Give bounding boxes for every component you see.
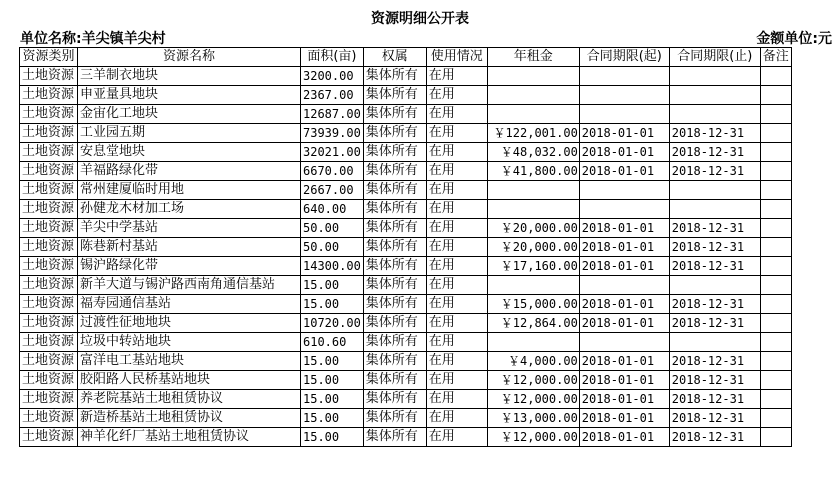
cell-usage: 在用 (426, 105, 487, 124)
cell-name: 过渡性征地地块 (78, 314, 301, 333)
table-row (20, 86, 792, 105)
cell-area: 15.00 (301, 428, 364, 447)
cell-start: 2018-01-01 (579, 257, 669, 276)
cell-name: 三羊制衣地块 (78, 67, 301, 86)
cell-note (760, 238, 791, 257)
cell-start: 2018-01-01 (579, 314, 669, 333)
cell-end (669, 276, 760, 295)
cell-area: 15.00 (301, 371, 364, 390)
cell-area: 10720.00 (301, 314, 364, 333)
cell-area: 15.00 (301, 352, 364, 371)
cell-ownership: 集体所有 (363, 371, 426, 390)
cell-ownership: 集体所有 (363, 67, 426, 86)
cell-note (760, 390, 791, 409)
cell-note (760, 219, 791, 238)
cell-category: 土地资源 (20, 143, 78, 162)
cell-rent (487, 333, 579, 352)
table-row (20, 295, 792, 314)
cell-rent: ￥12,864.00 (487, 314, 579, 333)
cell-name: 新造桥基站土地租赁协议 (78, 409, 301, 428)
cell-area: 73939.00 (301, 124, 364, 143)
cell-name: 羊尖中学基站 (78, 219, 301, 238)
cell-category: 土地资源 (20, 390, 78, 409)
cell-usage: 在用 (426, 276, 487, 295)
cell-note (760, 257, 791, 276)
cell-usage: 在用 (426, 124, 487, 143)
page-title: 资源明细公开表 (371, 11, 469, 27)
cell-rent: ￥20,000.00 (487, 219, 579, 238)
cell-note (760, 276, 791, 295)
header-name: 资源名称 (78, 48, 301, 67)
table-row (20, 200, 792, 219)
currency-unit: 金额单位:元 (756, 31, 832, 47)
cell-ownership: 集体所有 (363, 238, 426, 257)
cell-name: 安息堂地块 (78, 143, 301, 162)
table-row (20, 219, 792, 238)
cell-category: 土地资源 (20, 276, 78, 295)
cell-end: 2018-12-31 (669, 390, 760, 409)
cell-start: 2018-01-01 (579, 143, 669, 162)
cell-ownership: 集体所有 (363, 295, 426, 314)
cell-area: 12687.00 (301, 105, 364, 124)
cell-note (760, 409, 791, 428)
cell-rent: ￥12,000.00 (487, 390, 579, 409)
cell-usage: 在用 (426, 257, 487, 276)
cell-start (579, 181, 669, 200)
cell-end (669, 333, 760, 352)
cell-category: 土地资源 (20, 352, 78, 371)
cell-category: 土地资源 (20, 86, 78, 105)
cell-end: 2018-12-31 (669, 371, 760, 390)
cell-usage: 在用 (426, 428, 487, 447)
cell-usage: 在用 (426, 86, 487, 105)
cell-ownership: 集体所有 (363, 352, 426, 371)
cell-start (579, 276, 669, 295)
cell-ownership: 集体所有 (363, 333, 426, 352)
header-area: 面积(亩) (301, 48, 364, 67)
cell-rent: ￥12,000.00 (487, 371, 579, 390)
table-row (20, 276, 792, 295)
cell-usage: 在用 (426, 352, 487, 371)
cell-start (579, 67, 669, 86)
cell-usage: 在用 (426, 295, 487, 314)
cell-rent: ￥12,000.00 (487, 428, 579, 447)
cell-name: 新羊大道与锡沪路西南角通信基站 (78, 276, 301, 295)
cell-end: 2018-12-31 (669, 143, 760, 162)
cell-note (760, 124, 791, 143)
cell-area: 15.00 (301, 276, 364, 295)
table-row (20, 67, 792, 86)
cell-area: 15.00 (301, 409, 364, 428)
cell-start: 2018-01-01 (579, 390, 669, 409)
cell-rent (487, 181, 579, 200)
cell-end: 2018-12-31 (669, 162, 760, 181)
cell-usage: 在用 (426, 200, 487, 219)
cell-rent (487, 276, 579, 295)
table-row (20, 257, 792, 276)
cell-usage: 在用 (426, 333, 487, 352)
cell-ownership: 集体所有 (363, 105, 426, 124)
cell-category: 土地资源 (20, 219, 78, 238)
cell-category: 土地资源 (20, 333, 78, 352)
header-start: 合同期限(起) (579, 48, 669, 67)
cell-note (760, 295, 791, 314)
cell-category: 土地资源 (20, 162, 78, 181)
table-row (20, 428, 792, 447)
cell-category: 土地资源 (20, 124, 78, 143)
cell-start: 2018-01-01 (579, 238, 669, 257)
cell-rent: ￥41,800.00 (487, 162, 579, 181)
cell-end (669, 67, 760, 86)
cell-name: 神羊化纤厂基站土地租赁协议 (78, 428, 301, 447)
cell-area: 6670.00 (301, 162, 364, 181)
cell-name: 工业园五期 (78, 124, 301, 143)
cell-rent: ￥15,000.00 (487, 295, 579, 314)
cell-end: 2018-12-31 (669, 428, 760, 447)
cell-end: 2018-12-31 (669, 219, 760, 238)
table-row (20, 390, 792, 409)
cell-ownership: 集体所有 (363, 314, 426, 333)
table-row (20, 238, 792, 257)
cell-category: 土地资源 (20, 181, 78, 200)
cell-ownership: 集体所有 (363, 409, 426, 428)
cell-ownership: 集体所有 (363, 143, 426, 162)
cell-start (579, 86, 669, 105)
cell-end: 2018-12-31 (669, 238, 760, 257)
cell-usage: 在用 (426, 409, 487, 428)
cell-start (579, 333, 669, 352)
cell-name: 胶阳路人民桥基站地块 (78, 371, 301, 390)
cell-start: 2018-01-01 (579, 428, 669, 447)
cell-rent: ￥20,000.00 (487, 238, 579, 257)
cell-category: 土地资源 (20, 428, 78, 447)
cell-ownership: 集体所有 (363, 86, 426, 105)
cell-area: 50.00 (301, 219, 364, 238)
cell-end (669, 200, 760, 219)
cell-name: 申亚量具地块 (78, 86, 301, 105)
cell-note (760, 371, 791, 390)
cell-usage: 在用 (426, 162, 487, 181)
cell-rent (487, 200, 579, 219)
cell-usage: 在用 (426, 143, 487, 162)
header-rent: 年租金 (487, 48, 579, 67)
header-note: 备注 (760, 48, 791, 67)
cell-area: 2667.00 (301, 181, 364, 200)
cell-rent: ￥122,001.00 (487, 124, 579, 143)
cell-ownership: 集体所有 (363, 428, 426, 447)
cell-name: 常州建厦临时用地 (78, 181, 301, 200)
cell-end: 2018-12-31 (669, 314, 760, 333)
cell-end: 2018-12-31 (669, 124, 760, 143)
cell-usage: 在用 (426, 371, 487, 390)
cell-start: 2018-01-01 (579, 124, 669, 143)
cell-name: 养老院基站土地租赁协议 (78, 390, 301, 409)
table-row (20, 124, 792, 143)
cell-end (669, 181, 760, 200)
cell-area: 15.00 (301, 295, 364, 314)
cell-area: 50.00 (301, 238, 364, 257)
table-row (20, 181, 792, 200)
cell-rent (487, 86, 579, 105)
table-row (20, 314, 792, 333)
cell-category: 土地资源 (20, 238, 78, 257)
cell-end: 2018-12-31 (669, 257, 760, 276)
cell-end: 2018-12-31 (669, 352, 760, 371)
cell-usage: 在用 (426, 219, 487, 238)
cell-rent (487, 67, 579, 86)
cell-usage: 在用 (426, 390, 487, 409)
table-row (20, 333, 792, 352)
table-row (20, 162, 792, 181)
cell-name: 羊福路绿化带 (78, 162, 301, 181)
cell-name: 金宙化工地块 (78, 105, 301, 124)
table-row (20, 105, 792, 124)
cell-name: 富洋电工基站地块 (78, 352, 301, 371)
cell-name: 锡沪路绿化带 (78, 257, 301, 276)
cell-area: 3200.00 (301, 67, 364, 86)
cell-category: 土地资源 (20, 295, 78, 314)
table-row (20, 352, 792, 371)
cell-area: 15.00 (301, 390, 364, 409)
cell-category: 土地资源 (20, 257, 78, 276)
cell-end (669, 105, 760, 124)
cell-category: 土地资源 (20, 67, 78, 86)
cell-start (579, 200, 669, 219)
cell-usage: 在用 (426, 314, 487, 333)
cell-category: 土地资源 (20, 409, 78, 428)
cell-area: 14300.00 (301, 257, 364, 276)
cell-category: 土地资源 (20, 371, 78, 390)
table-row (20, 371, 792, 390)
cell-ownership: 集体所有 (363, 276, 426, 295)
cell-note (760, 314, 791, 333)
cell-end: 2018-12-31 (669, 409, 760, 428)
cell-rent: ￥4,000.00 (487, 352, 579, 371)
cell-area: 610.60 (301, 333, 364, 352)
cell-ownership: 集体所有 (363, 200, 426, 219)
cell-ownership: 集体所有 (363, 124, 426, 143)
cell-note (760, 86, 791, 105)
cell-rent: ￥13,000.00 (487, 409, 579, 428)
cell-note (760, 105, 791, 124)
cell-category: 土地资源 (20, 314, 78, 333)
cell-note (760, 181, 791, 200)
cell-area: 2367.00 (301, 86, 364, 105)
header-end: 合同期限(止) (669, 48, 760, 67)
cell-usage: 在用 (426, 181, 487, 200)
cell-note (760, 333, 791, 352)
cell-note (760, 200, 791, 219)
header-row (20, 48, 792, 67)
cell-start: 2018-01-01 (579, 371, 669, 390)
cell-name: 陈巷新村基站 (78, 238, 301, 257)
cell-area: 32021.00 (301, 143, 364, 162)
cell-note (760, 143, 791, 162)
cell-note (760, 67, 791, 86)
cell-rent: ￥48,032.00 (487, 143, 579, 162)
cell-start: 2018-01-01 (579, 352, 669, 371)
cell-area: 640.00 (301, 200, 364, 219)
cell-ownership: 集体所有 (363, 219, 426, 238)
cell-start: 2018-01-01 (579, 295, 669, 314)
unit-name: 单位名称:羊尖镇羊尖村 (20, 31, 166, 47)
table-row (20, 143, 792, 162)
cell-ownership: 集体所有 (363, 181, 426, 200)
cell-usage: 在用 (426, 67, 487, 86)
cell-rent (487, 105, 579, 124)
cell-note (760, 428, 791, 447)
cell-rent: ￥17,160.00 (487, 257, 579, 276)
cell-start (579, 105, 669, 124)
header-ownership: 权属 (363, 48, 426, 67)
header-usage: 使用情况 (426, 48, 487, 67)
cell-category: 土地资源 (20, 105, 78, 124)
cell-ownership: 集体所有 (363, 257, 426, 276)
cell-end: 2018-12-31 (669, 295, 760, 314)
cell-name: 孙健龙木材加工场 (78, 200, 301, 219)
cell-start: 2018-01-01 (579, 162, 669, 181)
header-category: 资源类别 (20, 48, 78, 67)
cell-note (760, 162, 791, 181)
cell-end (669, 86, 760, 105)
cell-usage: 在用 (426, 238, 487, 257)
resource-table (19, 47, 792, 447)
cell-ownership: 集体所有 (363, 390, 426, 409)
cell-name: 福寿园通信基站 (78, 295, 301, 314)
cell-category: 土地资源 (20, 200, 78, 219)
cell-ownership: 集体所有 (363, 162, 426, 181)
cell-note (760, 352, 791, 371)
cell-start: 2018-01-01 (579, 219, 669, 238)
table-row (20, 409, 792, 428)
cell-start: 2018-01-01 (579, 409, 669, 428)
cell-name: 垃圾中转站地块 (78, 333, 301, 352)
